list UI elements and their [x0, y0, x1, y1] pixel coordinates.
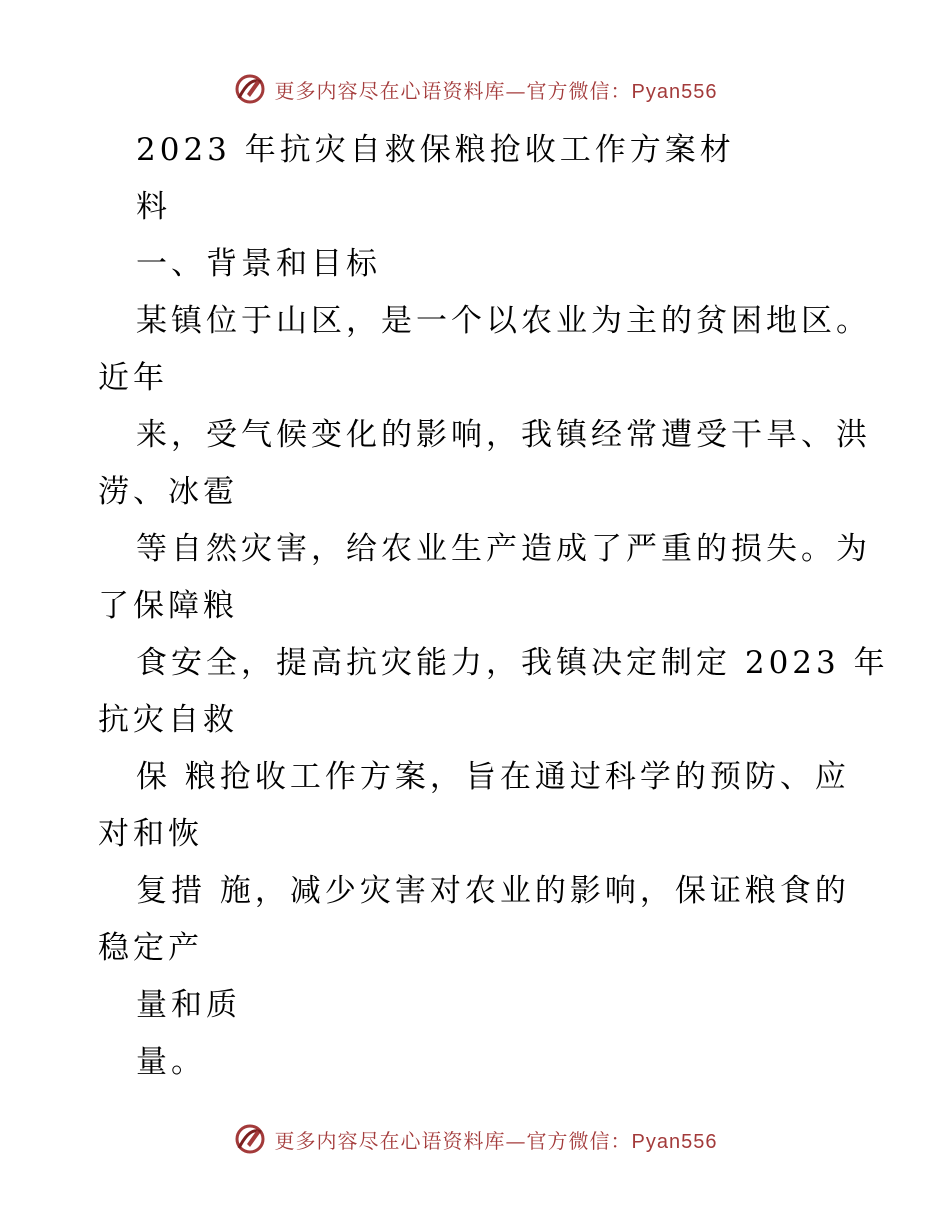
body-line: 等自然灾害，给农业生产造成了严重的损失。为: [136, 531, 871, 567]
body-line: 近年: [98, 360, 168, 396]
document-title-line-1: 2023 年抗灾自救保粮抢收工作方案材: [136, 132, 735, 168]
document-title-line-2: 料: [136, 189, 171, 225]
header-banner: [0, 72, 950, 106]
footer-banner: [0, 1122, 950, 1156]
section-heading: 一、背景和目标: [136, 246, 381, 282]
body-line: 某镇位于山区，是一个以农业为主的贫困地区。: [136, 303, 871, 339]
document-body: [98, 122, 889, 1091]
body-line: 食安全，提高抗灾能力，我镇决定制定 2023 年: [136, 645, 889, 681]
body-line: 对和恢: [98, 816, 203, 852]
body-line: 复措 施，减少灾害对农业的影响，保证粮食的: [136, 873, 850, 909]
wechat-id: Pyan556: [631, 80, 718, 103]
body-line: 来，受气候变化的影响，我镇经常遭受干旱、洪: [136, 417, 871, 453]
body-line: 抗灾自救: [98, 702, 238, 738]
body-line: 了保障粮: [98, 588, 238, 624]
body-line: 保 粮抢收工作方案，旨在通过科学的预防、应: [136, 759, 850, 795]
body-line: 量。: [136, 1044, 206, 1080]
pen-swirl-logo-icon: [233, 1122, 267, 1156]
body-line: 涝、冰雹: [98, 474, 238, 510]
wechat-id: Pyan556: [631, 1130, 718, 1153]
body-line: 量和质: [136, 987, 241, 1023]
banner-text: 更多内容尽在心语资料库—官方微信：Pyan556: [274, 1128, 718, 1153]
body-line: 稳定产: [98, 930, 203, 966]
pen-swirl-logo-icon: [233, 72, 267, 106]
banner-text: 更多内容尽在心语资料库—官方微信：Pyan556: [274, 78, 718, 103]
